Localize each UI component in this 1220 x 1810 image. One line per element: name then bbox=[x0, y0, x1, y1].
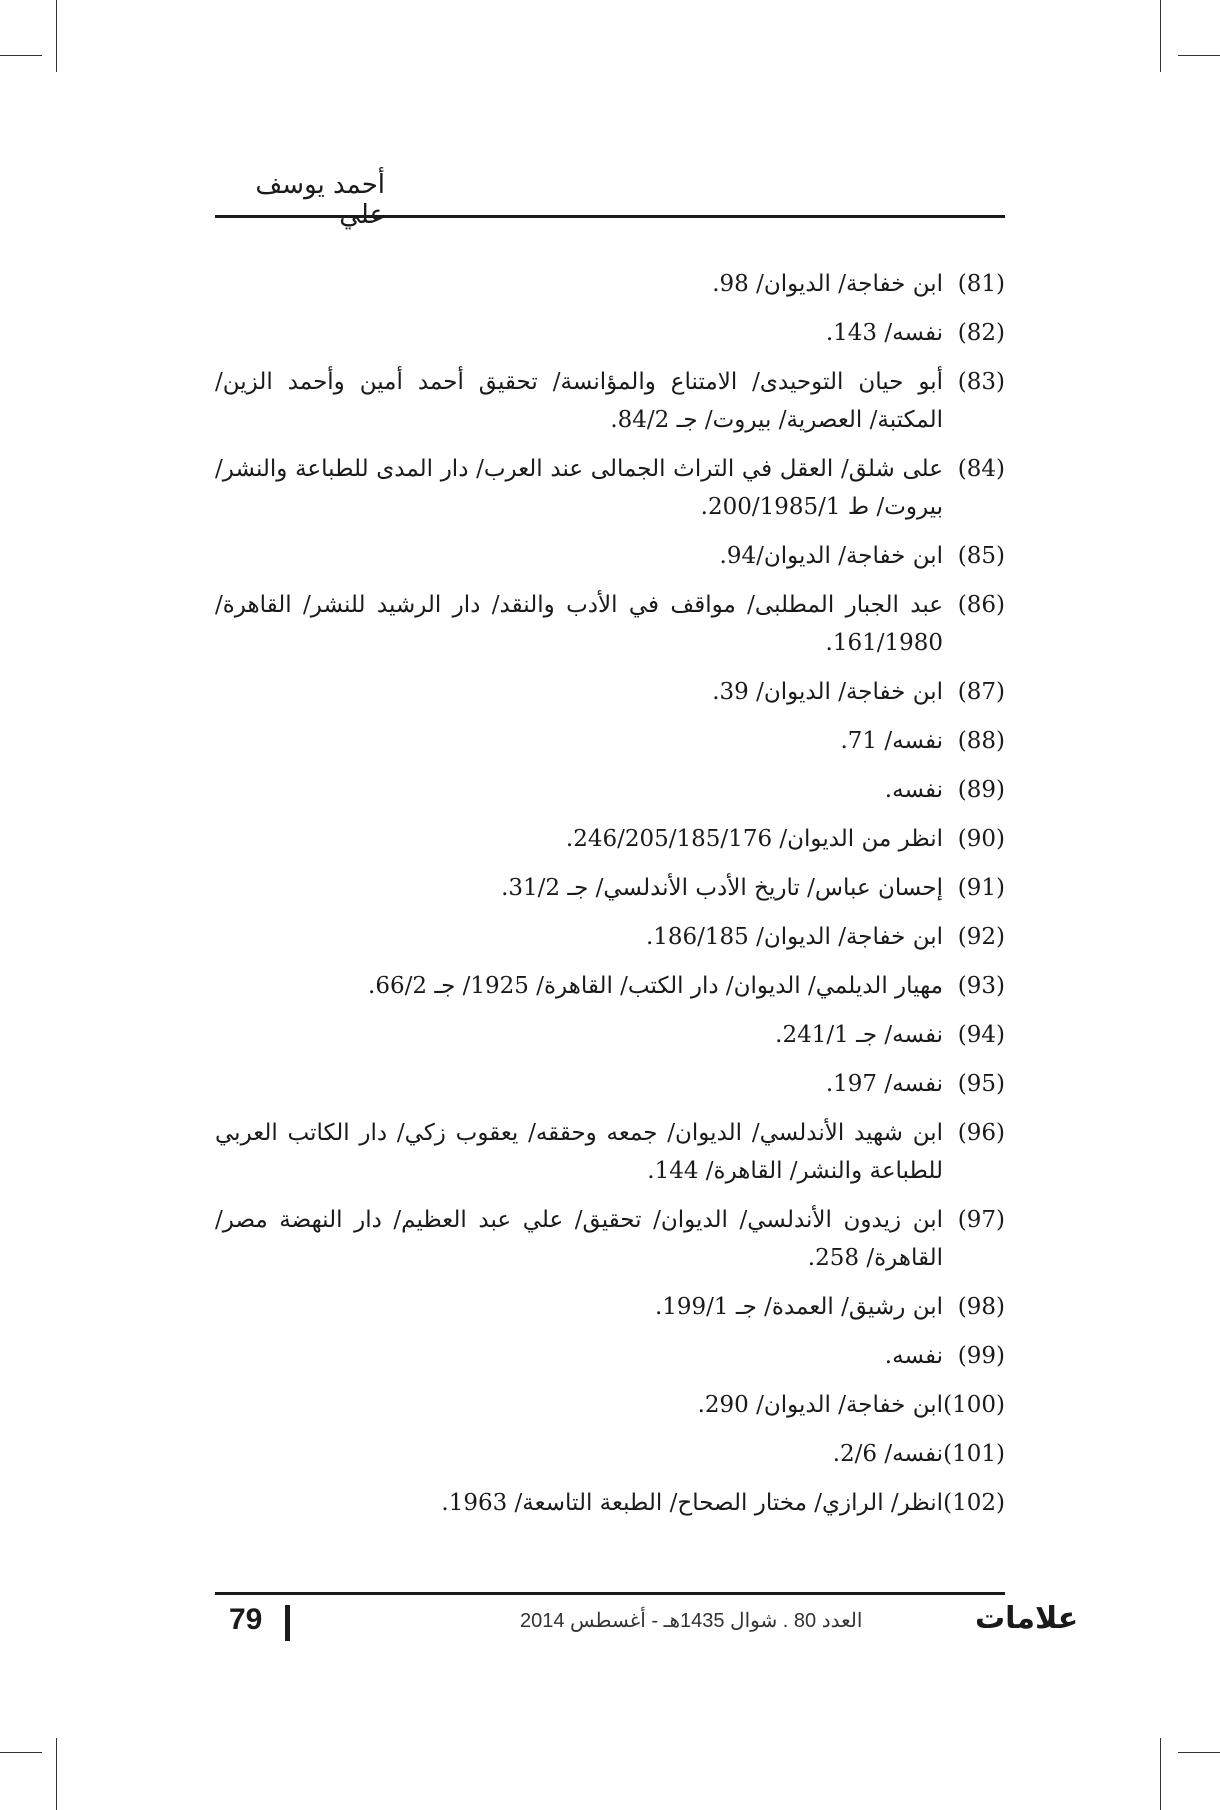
endnote-text: انظر من الديوان/ 246/205/185/176. bbox=[565, 826, 943, 852]
running-header bbox=[215, 170, 1005, 230]
crop-mark bbox=[56, 0, 57, 72]
author-name: أحمد يوسف علي bbox=[255, 170, 385, 230]
endnote-text: نفسه/ 143. bbox=[825, 320, 943, 346]
endnote-number: (87) bbox=[957, 679, 1005, 705]
endnote-number: (82) bbox=[957, 320, 1005, 346]
endnote-item bbox=[215, 722, 1005, 760]
endnote-text: نفسه/ جـ 241/1. bbox=[775, 1022, 943, 1048]
endnote-text: نفسه. bbox=[884, 1343, 943, 1369]
endnote-item bbox=[215, 1386, 1005, 1424]
endnote-item bbox=[215, 918, 1005, 956]
endnote-item bbox=[215, 363, 1005, 439]
crop-mark bbox=[1178, 1752, 1220, 1753]
endnote-text: على شلق/ العقل في التراث الجمالى عند العرب/ دار المدى للطباعة والنشر/ بيروت/ ط 200/1985/1. bbox=[215, 456, 943, 520]
endnote-number: (97) bbox=[957, 1207, 1005, 1233]
endnote-item bbox=[215, 1288, 1005, 1326]
crop-mark bbox=[0, 1752, 42, 1753]
endnote-text: ابن خفاجة/ الديوان/94. bbox=[719, 543, 943, 569]
endnote-number: (96) bbox=[957, 1120, 1005, 1146]
endnote-number: (84) bbox=[957, 456, 1005, 482]
endnote-number: (95) bbox=[957, 1071, 1005, 1097]
endnote-item bbox=[215, 1016, 1005, 1054]
endnote-item bbox=[215, 1484, 1005, 1522]
endnote-item bbox=[215, 1201, 1005, 1277]
endnote-number: (83) bbox=[957, 369, 1005, 395]
endnote-number: (99) bbox=[957, 1343, 1005, 1369]
endnote-text: نفسه/ 2/6. bbox=[832, 1441, 943, 1467]
endnote-item bbox=[215, 586, 1005, 662]
endnote-text: أبو حيان التوحيدى/ الامتناع والمؤانسة/ تحقيق أحمد أمين وأحمد الزين/ المكتبة/ العصرية/ بيروت/ جـ 84/2. bbox=[215, 369, 943, 433]
endnote-text: نفسه/ 71. bbox=[840, 728, 943, 754]
crop-mark bbox=[0, 55, 42, 56]
endnote-text: ابن زيدون الأندلسي/ الديوان/ تحقيق/ علي عبد العظيم/ دار النهضة مصر/ القاهرة/ 258. bbox=[215, 1207, 943, 1271]
crop-mark bbox=[1160, 1738, 1161, 1810]
page-number: 79 bbox=[229, 1603, 263, 1636]
endnote-number: (88) bbox=[957, 728, 1005, 754]
endnote-number: (100) bbox=[943, 1392, 1005, 1418]
endnote-number: (92) bbox=[957, 924, 1005, 950]
endnote-number: (102) bbox=[943, 1490, 1005, 1516]
endnote-text: إحسان عباس/ تاريخ الأدب الأندلسي/ جـ 31/2. bbox=[501, 875, 943, 901]
endnote-number: (81) bbox=[957, 271, 1005, 297]
endnote-number: (101) bbox=[943, 1441, 1005, 1467]
endnote-number: (90) bbox=[957, 826, 1005, 852]
endnote-item bbox=[215, 314, 1005, 352]
endnote-number: (94) bbox=[957, 1022, 1005, 1048]
endnote-text: نفسه/ 197. bbox=[825, 1071, 943, 1097]
endnote-item bbox=[215, 1114, 1005, 1190]
endnote-item bbox=[215, 820, 1005, 858]
endnote-text: نفسه. bbox=[884, 777, 943, 803]
endnote-number: (86) bbox=[957, 592, 1005, 618]
endnote-text: ابن خفاجة/ الديوان/ 186/185. bbox=[645, 924, 943, 950]
endnote-number: (89) bbox=[957, 777, 1005, 803]
endnote-text: ابن خفاجة/ الديوان/ 98. bbox=[712, 271, 943, 297]
endnote-text: عبد الجبار المطلبى/ مواقف في الأدب والنقد/ دار الرشيد للنشر/ القاهرة/ 161/1980. bbox=[215, 592, 943, 656]
endnote-number: (85) bbox=[957, 543, 1005, 569]
endnote-number: (98) bbox=[957, 1294, 1005, 1320]
crop-mark bbox=[1178, 55, 1220, 56]
endnote-item bbox=[215, 869, 1005, 907]
endnote-item bbox=[215, 1065, 1005, 1103]
endnote-item bbox=[215, 673, 1005, 711]
endnote-text: مهيار الديلمي/ الديوان/ دار الكتب/ القاهرة/ 1925/ جـ 66/2. bbox=[368, 973, 943, 999]
endnote-item bbox=[215, 1435, 1005, 1473]
page-footer bbox=[215, 1592, 1079, 1643]
crop-mark bbox=[56, 1738, 57, 1810]
crop-mark bbox=[1160, 0, 1161, 72]
journal-logo: علامات bbox=[975, 1601, 1079, 1636]
endnote-item bbox=[215, 537, 1005, 575]
endnote-text: ابن خفاجة/ الديوان/ 290. bbox=[697, 1392, 943, 1418]
endnote-text: ابن شهيد الأندلسي/ الديوان/ جمعه وحققه/ يعقوب زكي/ دار الكاتب العربي للطباعة والنشر/ القاهرة/ 144. bbox=[215, 1120, 943, 1184]
issue-info: العدد 80 . شوال 1435هـ - أغسطس 2014 bbox=[520, 1610, 863, 1632]
endnote-number: (91) bbox=[957, 875, 1005, 901]
endnote-item bbox=[215, 1337, 1005, 1375]
endnote-item bbox=[215, 967, 1005, 1005]
endnote-item bbox=[215, 771, 1005, 809]
endnote-text: ابن رشيق/ العمدة/ جـ 199/1. bbox=[654, 1294, 943, 1320]
endnote-text: ابن خفاجة/ الديوان/ 39. bbox=[712, 679, 943, 705]
endnote-text: انظر/ الرازي/ مختار الصحاح/ الطبعة التاسعة/ 1963. bbox=[441, 1490, 943, 1516]
endnotes-list bbox=[215, 265, 1005, 1533]
endnote-item bbox=[215, 265, 1005, 303]
footer-divider bbox=[285, 1605, 290, 1641]
endnote-number: (93) bbox=[957, 973, 1005, 999]
endnote-item bbox=[215, 450, 1005, 526]
